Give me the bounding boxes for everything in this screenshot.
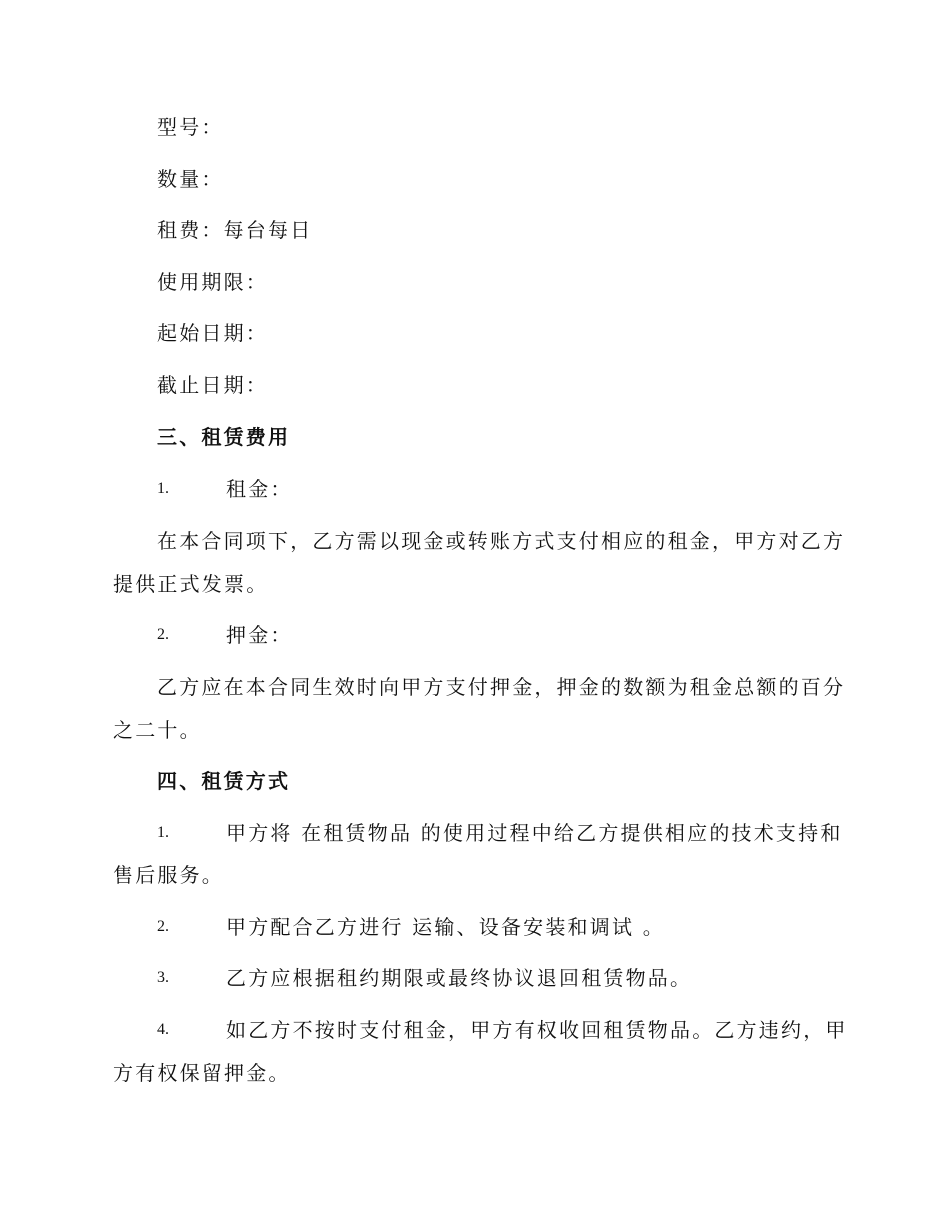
section4-item2-line1: 甲方配合乙方进行 运输、设备安装和调试 。 [226,915,665,939]
field-end-date: 截止日期： [157,373,268,397]
section4-item4-line1: 如乙方不按时支付租金，甲方有权收回租赁物品。乙方违约，甲 [226,1018,848,1042]
section4-item3-number: 3. [157,969,169,986]
section4-item1-number: 1. [157,824,169,841]
section4-item4-line2: 方有权保留押金。 [113,1061,291,1085]
section3-item1-label: 租金： [226,477,293,501]
section3-item2-paragraph-line1: 乙方应在本合同生效时向甲方支付押金，押金的数额为租金总额的百分 [157,675,846,699]
section4-item3-line1: 乙方应根据租约期限或最终协议退回租赁物品。 [226,966,693,990]
section3-item2-number: 2. [157,626,169,643]
section4-item4-number: 4. [157,1021,169,1038]
section3-item1-paragraph-line2: 提供正式发票。 [113,572,269,596]
section4-item1-line1: 甲方将 在租赁物品 的使用过程中给乙方提供相应的技术支持和 [226,821,843,845]
field-start-date: 起始日期： [157,321,268,345]
field-quantity: 数量： [157,167,224,191]
section4-item2-number: 2. [157,918,169,935]
section3-heading: 三、租赁费用 [157,425,291,449]
section3-item2-label: 押金： [226,623,293,647]
section3-item1-paragraph-line1: 在本合同项下，乙方需以现金或转账方式支付相应的租金，甲方对乙方 [157,529,846,553]
section3-item1-number: 1. [157,480,169,497]
field-term: 使用期限： [157,270,268,294]
section4-item1-line2: 售后服务。 [113,863,224,887]
section3-item2-paragraph-line2: 之二十。 [113,718,202,742]
field-rent: 租费：每台每日 [157,218,313,242]
field-model: 型号： [157,115,224,139]
section4-heading: 四、租赁方式 [157,769,291,793]
